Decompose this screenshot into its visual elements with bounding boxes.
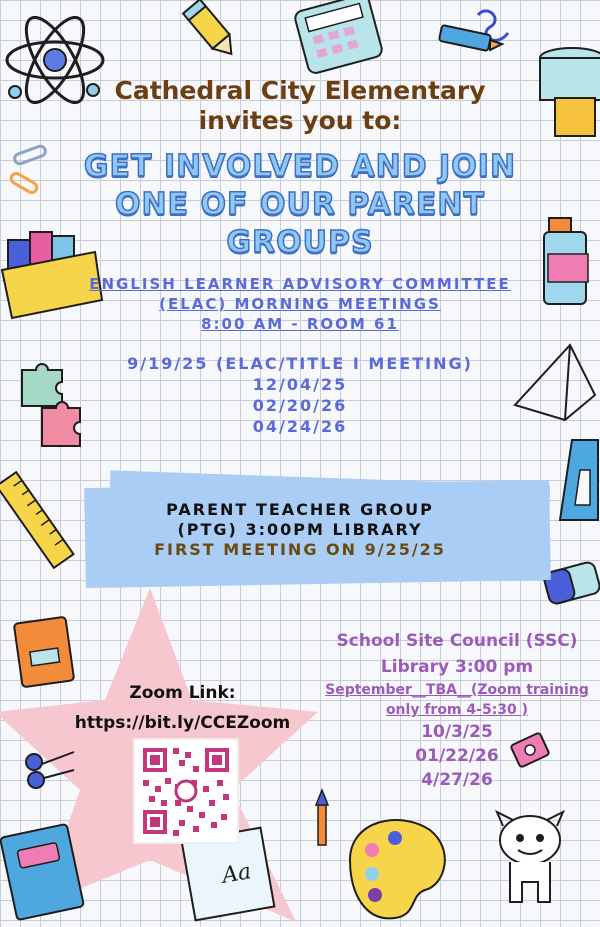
zoom-section [45, 678, 320, 738]
elac-title-line-2: (ELAC) MORNING MEETINGS [159, 295, 441, 313]
ptg-title: PARENT TEACHER GROUP [166, 500, 434, 519]
elac-time: 8:00 AM - ROOM 61 [201, 315, 399, 333]
ptg-first-meeting: FIRST MEETING ON 9/25/25 [154, 540, 446, 559]
page-headline [0, 148, 600, 262]
svg-text:Aa: Aa [220, 859, 254, 889]
paintbrush-icon [316, 790, 328, 845]
elac-section-title [0, 274, 600, 334]
invite-line: invites you to: [198, 106, 402, 135]
headline-line-3: GROUPS [226, 225, 374, 260]
school-invitation [0, 76, 600, 136]
mascot-icon [497, 812, 563, 902]
ssc-date: 01/22/26 [415, 746, 499, 766]
notebook-icon [14, 617, 74, 688]
zoom-label: Zoom Link: [129, 683, 236, 703]
elac-date: 12/04/25 [252, 375, 348, 394]
calculator-icon [294, 0, 384, 75]
eraser-icon [543, 561, 600, 605]
elac-dates [0, 353, 600, 437]
school-name: Cathedral City Elementary [114, 76, 486, 105]
ssc-date: 10/3/25 [421, 722, 493, 742]
ssc-time: Library 3:00 pm [380, 657, 534, 677]
ptg-time: (PTG) 3:00PM LIBRARY [177, 520, 423, 539]
marker-icon [439, 11, 508, 51]
elac-date: 04/24/26 [252, 417, 348, 436]
zoom-link[interactable]: https://bit.ly/CCEZoom [74, 713, 291, 733]
ssc-section [322, 628, 592, 792]
ssc-date: 4/27/26 [421, 770, 493, 790]
elac-date: 9/19/25 (ELAC/TITLE I MEETING) [127, 354, 473, 373]
ptg-section [0, 500, 600, 560]
headline-line-1: GET INVOLVED AND JOIN [83, 149, 517, 184]
elac-date: 02/20/26 [252, 396, 348, 415]
qr-code-image [135, 740, 237, 842]
palette-icon [350, 820, 445, 918]
ssc-note: September__TBA__(Zoom training only from 4-5:30 ) [325, 682, 589, 718]
headline-line-2: ONE OF OUR PARENT [114, 187, 485, 222]
ssc-title: School Site Council (SSC) [336, 631, 578, 651]
elac-title-line-1: ENGLISH LEARNER ADVISORY COMMITTEE [89, 275, 511, 293]
qr-code[interactable] [133, 738, 239, 844]
pencil-icon [183, 0, 240, 61]
